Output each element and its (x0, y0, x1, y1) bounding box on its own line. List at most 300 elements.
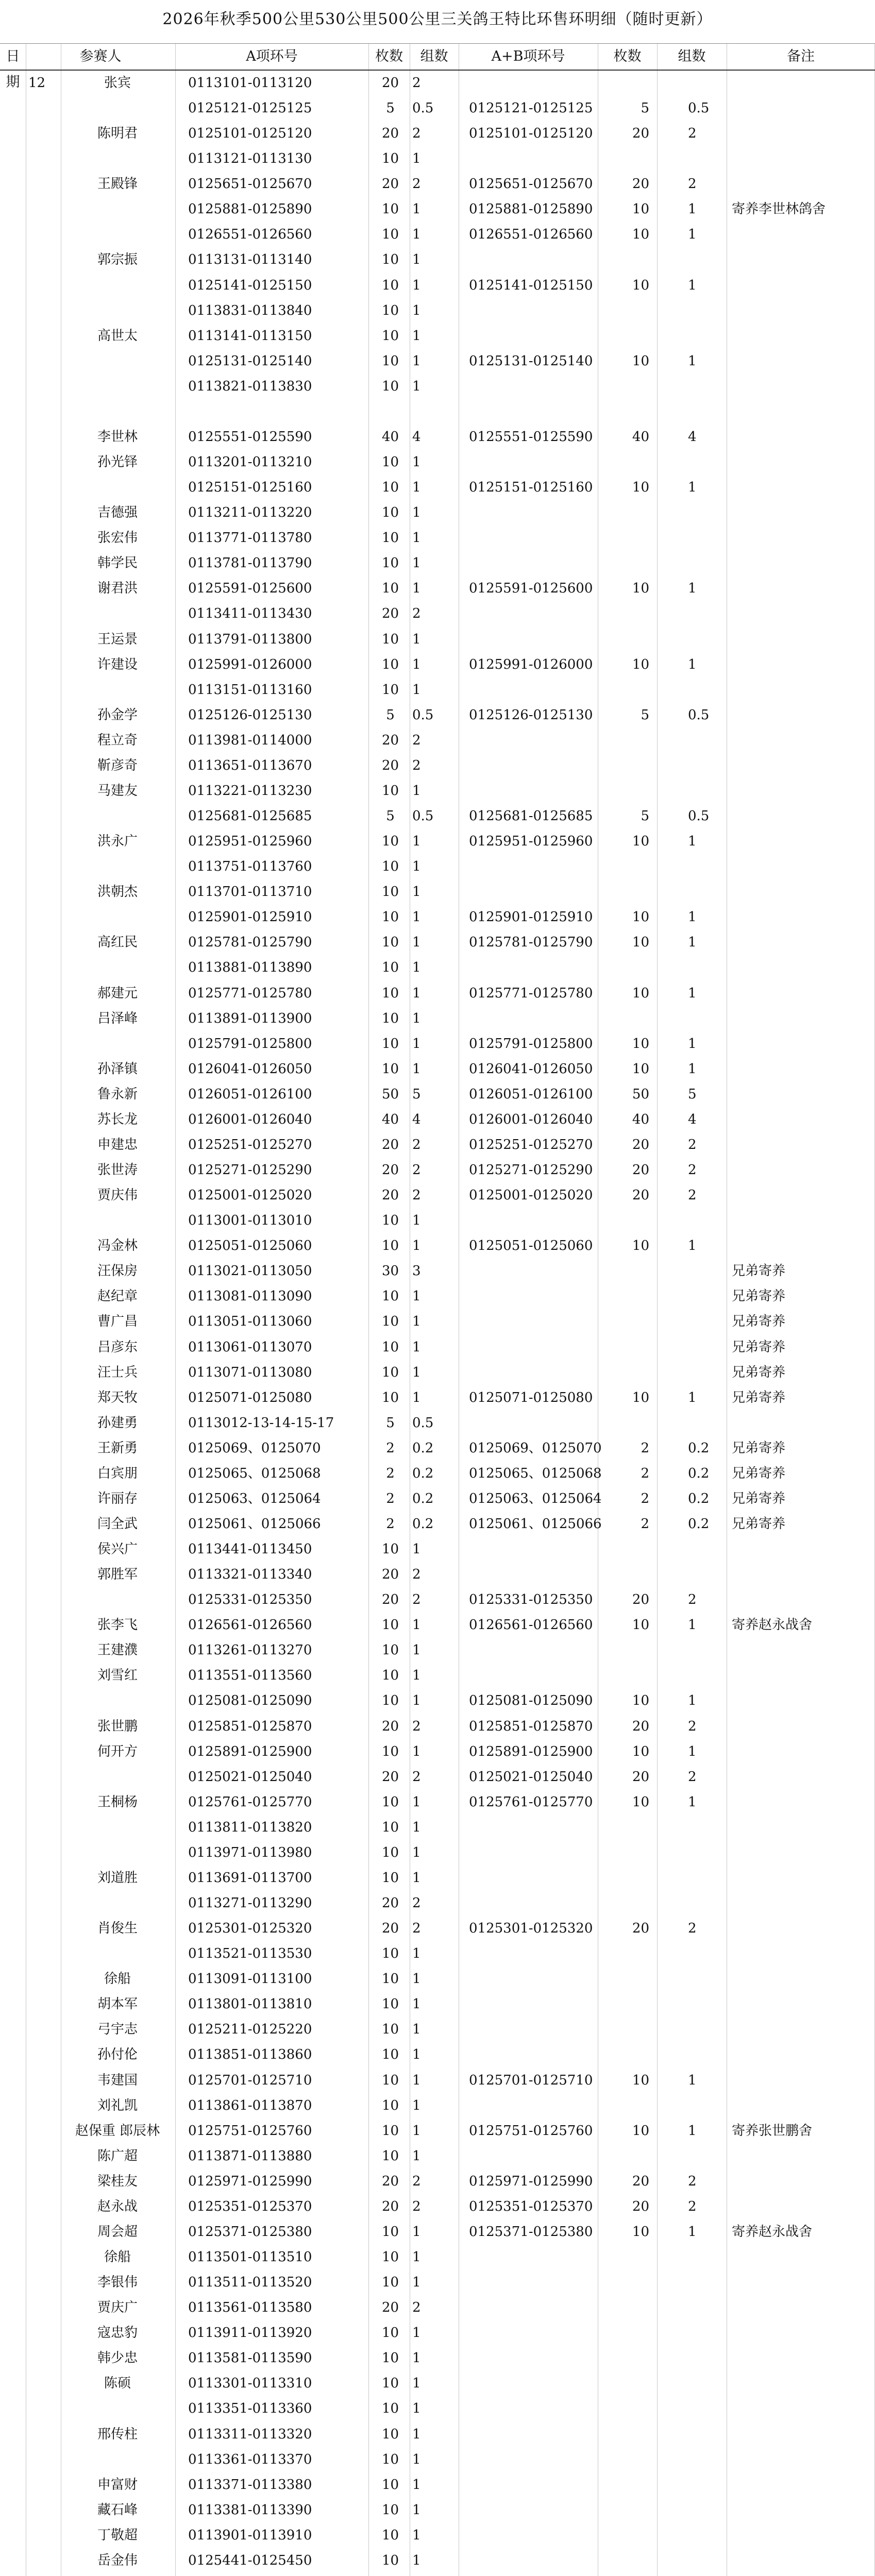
cell-note (732, 1031, 871, 1057)
cell-note (732, 449, 871, 475)
cell-b-count: 10 (632, 581, 649, 597)
cell-b-groups (688, 677, 719, 703)
cell-name: 曹广昌 (97, 1314, 138, 1330)
cell-a-count: 10 (381, 1642, 399, 1658)
cell-a-groups: 0.5 (412, 707, 434, 723)
cell-a-range: 0125771-0125780 (188, 985, 312, 1001)
cell-b-groups (688, 1890, 719, 1916)
cell-name (61, 196, 174, 222)
table-row (0, 1410, 875, 1436)
cell-name: 李银伟 (97, 2275, 138, 2291)
cell-b-count: 20 (632, 1137, 649, 1153)
cell-b-count (611, 2042, 649, 2067)
cell-a-range: 0125891-0125900 (188, 1743, 312, 1759)
cell-name: 许建设 (97, 656, 138, 672)
cell-name (61, 348, 174, 374)
cell-name: 陈广超 (97, 2148, 138, 2164)
cell-b-count (611, 1410, 649, 1436)
cell-b-count: 5 (641, 707, 649, 723)
cell-name (61, 374, 174, 399)
cell-name (61, 474, 174, 500)
cell-a-range: 0125211-0125220 (188, 2022, 312, 2038)
cell-note (732, 803, 871, 829)
cell-b-range: 0125791-0125800 (469, 1036, 593, 1052)
cell-a-groups: 0.2 (412, 1465, 434, 1481)
cell-b-groups (688, 1536, 719, 1562)
table-row (0, 196, 875, 222)
table-row (0, 70, 875, 96)
cell-b-groups (688, 2320, 719, 2346)
table-row (0, 2143, 875, 2169)
cell-a-count: 10 (381, 252, 399, 268)
cell-b-groups (688, 2295, 719, 2320)
table-row (0, 1916, 875, 1941)
cell-b-range: 0125001-0125020 (469, 1188, 593, 1204)
cell-a-count: 10 (381, 2224, 399, 2240)
cell-b-groups: 1 (688, 834, 697, 850)
cell-note (732, 904, 871, 930)
cell-b-count (611, 2320, 649, 2346)
page-title: 2026年秋季500公里530公里500公里三关鸽王特比环售环明细（随时更新） (162, 10, 713, 28)
cell-b-groups (688, 727, 719, 753)
table-row (0, 2345, 875, 2371)
cell-a-count: 10 (381, 1819, 399, 1835)
cell-a-count: 10 (381, 1036, 399, 1052)
cell-a-range: 0113071-0113080 (188, 1364, 312, 1380)
cell-note (732, 121, 871, 146)
table-row (0, 1360, 875, 1385)
cell-note (732, 146, 871, 172)
cell-b-range: 0125651-0125670 (469, 176, 593, 192)
cell-b-count (611, 2497, 649, 2523)
cell-name: 孙建勇 (97, 1415, 138, 1431)
cell-a-groups: 1 (412, 1693, 421, 1709)
cell-a-range: 0113001-0113010 (188, 1213, 312, 1229)
cell-b-groups: 1 (688, 227, 697, 243)
table-row (0, 904, 875, 930)
cell-a-count: 10 (381, 1996, 399, 2012)
cell-a-range: 0113271-0113290 (188, 1895, 312, 1911)
cell-a-count: 10 (381, 328, 399, 344)
cell-a-groups: 2 (412, 757, 421, 773)
cell-name (61, 1840, 174, 1866)
table-row (0, 1840, 875, 1866)
cell-a-groups: 1 (412, 909, 421, 925)
cell-note (732, 879, 871, 905)
cell-b-groups: 0.2 (688, 1465, 710, 1481)
cell-note (732, 2093, 871, 2119)
header-a-groups: 组数 (410, 43, 459, 71)
cell-a-range: 0125021-0125040 (188, 1769, 312, 1785)
cell-a-count: 20 (381, 2173, 399, 2189)
table-row (0, 1031, 875, 1057)
cell-a-range: 0113021-0113050 (188, 1263, 312, 1279)
table-row (0, 550, 875, 576)
cell-note (732, 2421, 871, 2447)
cell-a-groups: 0.5 (412, 100, 434, 116)
header-date: 日期 (0, 43, 26, 71)
cell-a-count: 10 (381, 2426, 399, 2442)
cell-name: 肖俊生 (97, 1921, 138, 1937)
cell-b-range: 0125141-0125150 (469, 277, 593, 293)
cell-b-groups (688, 399, 719, 425)
cell-a-groups: 1 (412, 1617, 421, 1633)
cell-b-groups: 2 (688, 176, 697, 192)
cell-b-groups: 2 (688, 1718, 697, 1734)
table-row (0, 2016, 875, 2042)
cell-a-count: 10 (381, 2502, 399, 2518)
cell-a-groups: 1 (412, 1996, 421, 2012)
cell-b-groups (688, 778, 719, 804)
cell-a-groups: 1 (412, 2325, 421, 2341)
cell-a-range: 0113521-0113530 (188, 1946, 312, 1962)
cell-a-groups: 0.2 (412, 1490, 434, 1506)
cell-b-count (611, 677, 649, 703)
cell-name: 马建友 (97, 783, 138, 799)
cell-a-range: 0125991-0126000 (188, 656, 312, 672)
cell-name: 王建濮 (97, 1642, 138, 1658)
cell-a-count: 20 (381, 1188, 399, 1204)
cell-name: 徐船 (104, 1971, 131, 1987)
cell-a-range: 0125065、0125068 (188, 1465, 321, 1481)
cell-a-count: 20 (381, 2198, 399, 2214)
cell-b-groups: 1 (688, 2072, 697, 2088)
cell-a-range: 0113901-0113910 (188, 2527, 312, 2543)
cell-a-range: 0125081-0125090 (188, 1693, 312, 1709)
cell-a-groups: 1 (412, 1541, 421, 1557)
cell-a-range: 0113261-0113270 (188, 1642, 312, 1658)
cell-name (61, 273, 174, 298)
cell-a-count: 5 (386, 808, 395, 824)
cell-a-count: 10 (381, 353, 399, 369)
cell-b-count: 10 (632, 2072, 649, 2088)
cell-note: 兄弟寄养 (732, 1389, 786, 1405)
cell-a-groups: 1 (412, 1010, 421, 1026)
cell-note (732, 980, 871, 1006)
cell-note (732, 2548, 871, 2573)
cell-a-groups: 1 (412, 505, 421, 521)
cell-b-count: 10 (632, 935, 649, 951)
cell-name: 洪朝杰 (97, 884, 138, 900)
cell-a-count: 20 (381, 75, 399, 91)
cell-b-count (611, 146, 649, 172)
cell-a-range: 0113351-0113360 (188, 2401, 312, 2417)
cell-a-range: 0125271-0125290 (188, 1162, 312, 1178)
cell-a-range: 0125371-0125380 (188, 2224, 312, 2240)
cell-a-count: 10 (381, 1668, 399, 1684)
cell-note (732, 575, 871, 601)
cell-name: 孙金学 (97, 707, 138, 723)
cell-a-range: 0113751-0113760 (188, 859, 312, 875)
cell-a-count: 10 (381, 1541, 399, 1557)
cell-a-groups: 1 (412, 252, 421, 268)
cell-a-count: 30 (381, 1263, 399, 1279)
cell-a-groups: 1 (412, 2148, 421, 2164)
cell-name: 刘礼凯 (97, 2097, 138, 2113)
cell-a-range: 0113791-0113800 (188, 631, 312, 647)
cell-note (732, 323, 871, 349)
cell-b-count (611, 1360, 649, 1385)
cell-b-groups: 0.5 (688, 707, 710, 723)
cell-a-range (188, 399, 363, 425)
table-row (0, 2042, 875, 2067)
cell-a-range: 0113701-0113710 (188, 884, 312, 900)
cell-a-range: 0113561-0113580 (188, 2300, 312, 2316)
cell-a-groups: 2 (412, 732, 421, 748)
cell-a-range: 0113051-0113060 (188, 1314, 312, 1330)
table-row (0, 424, 875, 450)
cell-a-groups: 1 (412, 227, 421, 243)
cell-name: 徐船 (104, 2249, 131, 2265)
cell-a-groups: 1 (412, 480, 421, 496)
cell-b-count: 2 (641, 1516, 649, 1532)
cell-a-groups: 2 (412, 1718, 421, 1734)
cell-b-groups (688, 2269, 719, 2295)
cell-name: 汪保房 (97, 1263, 138, 1279)
cell-a-count: 10 (381, 530, 399, 546)
table-row (0, 753, 875, 778)
cell-b-count: 40 (632, 1111, 649, 1127)
cell-a-groups: 1 (412, 277, 421, 293)
cell-note: 兄弟寄养 (732, 1263, 786, 1279)
cell-a-count: 20 (381, 1162, 399, 1178)
cell-b-count: 10 (632, 201, 649, 217)
table-row (0, 702, 875, 728)
cell-b-count (611, 1865, 649, 1891)
cell-a-groups: 2 (412, 1769, 421, 1785)
cell-b-count: 40 (632, 429, 649, 445)
cell-b-groups (688, 1258, 719, 1284)
header-b-groups: 组数 (657, 43, 727, 71)
table-row (0, 955, 875, 980)
cell-a-range: 0113501-0113510 (188, 2249, 312, 2265)
cell-name (61, 2573, 174, 2576)
cell-b-groups (688, 1309, 719, 1334)
cell-a-groups: 1 (412, 1743, 421, 1759)
table-row (0, 273, 875, 298)
cell-b-count: 20 (632, 1188, 649, 1204)
cell-a-count: 10 (381, 2325, 399, 2341)
cell-name: 寇忠豹 (97, 2325, 138, 2341)
cell-note (732, 1056, 871, 1082)
cell-a-count: 2 (386, 1516, 395, 1532)
cell-note (732, 2472, 871, 2498)
cell-note (732, 702, 871, 728)
cell-a-groups: 2 (412, 2173, 421, 2189)
cell-a-range: 0113881-0113890 (188, 960, 312, 976)
cell-a-groups: 1 (412, 682, 421, 698)
cell-name (61, 2396, 174, 2421)
cell-b-count (611, 1006, 649, 1031)
cell-b-groups: 0.2 (688, 1440, 710, 1456)
cell-note (732, 828, 871, 854)
cell-a-count: 40 (381, 1111, 399, 1127)
cell-b-count (611, 70, 649, 96)
cell-b-count: 20 (632, 1921, 649, 1937)
cell-a-count: 10 (381, 302, 399, 318)
cell-name: 吉德强 (97, 505, 138, 521)
cell-b-count (611, 1890, 649, 1916)
table-row (0, 1865, 875, 1891)
cell-b-count (611, 449, 649, 475)
cell-a-range: 0125651-0125670 (188, 176, 312, 192)
cell-a-range: 0113012-13-14-15-17 (188, 1415, 334, 1431)
cell-b-range: 0125126-0125130 (469, 707, 593, 723)
cell-b-groups (688, 2345, 719, 2371)
cell-b-count: 10 (632, 353, 649, 369)
cell-a-range: 0113411-0113430 (188, 606, 312, 622)
cell-a-groups: 2 (412, 1188, 421, 1204)
header-name: 参赛人 (26, 43, 175, 71)
cell-name (61, 298, 174, 324)
cell-a-count: 10 (381, 555, 399, 571)
table-row (0, 2244, 875, 2270)
cell-a-groups: 2 (412, 2300, 421, 2316)
table-row (0, 121, 875, 146)
cell-a-count: 10 (381, 960, 399, 976)
cell-a-range: 0125781-0125790 (188, 935, 312, 951)
cell-b-count (611, 399, 649, 425)
cell-a-range: 0113201-0113210 (188, 454, 312, 470)
cell-b-count: 10 (632, 834, 649, 850)
cell-a-groups: 1 (412, 1238, 421, 1254)
table-row (0, 1182, 875, 1208)
cell-note (732, 2522, 871, 2548)
table-row (0, 1587, 875, 1613)
cell-a-range: 0113861-0113870 (188, 2097, 312, 2113)
cell-note (732, 70, 871, 96)
cell-b-range: 0125991-0126000 (469, 656, 593, 672)
cell-b-range: 0125761-0125770 (469, 1794, 593, 1810)
cell-b-groups: 1 (688, 1794, 697, 1810)
cell-b-groups (688, 500, 719, 526)
table-row (0, 626, 875, 652)
cell-b-groups (688, 525, 719, 551)
cell-b-groups: 1 (688, 201, 697, 217)
cell-b-groups (688, 1410, 719, 1436)
cell-b-groups: 1 (688, 480, 697, 496)
cell-note: 寄养赵永战舍 (732, 1617, 813, 1633)
table-row (0, 500, 875, 526)
cell-b-groups: 2 (688, 1162, 697, 1178)
cell-a-range: 0113151-0113160 (188, 682, 312, 698)
cell-name: 弓宇志 (97, 2022, 138, 2038)
cell-note (732, 2016, 871, 2042)
cell-a-groups: 1 (412, 1819, 421, 1835)
cell-a-range: 0113771-0113780 (188, 530, 312, 546)
cell-a-count: 10 (381, 1061, 399, 1077)
table-row (0, 2168, 875, 2194)
cell-b-count (611, 2345, 649, 2371)
cell-a-groups: 1 (412, 2376, 421, 2392)
table-row (0, 348, 875, 374)
table-row (0, 1233, 875, 1259)
cell-a-groups: 1 (412, 656, 421, 672)
table-row (0, 1081, 875, 1107)
cell-name: 贾庆伟 (97, 1188, 138, 1204)
cell-note (732, 1865, 871, 1891)
cell-note (732, 273, 871, 298)
cell-b-count: 20 (632, 2198, 649, 2214)
cell-a-range: 0113651-0113670 (188, 757, 312, 773)
cell-b-count (611, 525, 649, 551)
cell-a-range: 0113581-0113590 (188, 2350, 312, 2366)
table-row (0, 1688, 875, 1714)
table-row (0, 1764, 875, 1790)
cell-a-groups: 1 (412, 530, 421, 546)
cell-b-groups: 2 (688, 2173, 697, 2189)
cell-b-count: 2 (641, 1440, 649, 1456)
cell-b-range: 0125065、0125068 (469, 1465, 602, 1481)
cell-name: 申建忠 (97, 1137, 138, 1153)
table-row (0, 399, 875, 425)
cell-a-range: 0125071-0125080 (188, 1389, 312, 1405)
cell-a-groups: 1 (412, 2477, 421, 2493)
cell-b-groups (688, 146, 719, 172)
cell-a-range: 0113061-0113070 (188, 1339, 312, 1355)
table-row (0, 1815, 875, 1840)
cell-a-count: 10 (381, 1693, 399, 1709)
cell-note (732, 222, 871, 247)
cell-b-groups (688, 449, 719, 475)
cell-b-groups (688, 1941, 719, 1967)
cell-note (732, 626, 871, 652)
table-row (0, 1258, 875, 1284)
cell-name: 汪士兵 (97, 1364, 138, 1380)
cell-a-range: 0113781-0113790 (188, 555, 312, 571)
cell-a-range: 0125761-0125770 (188, 1794, 312, 1810)
cell-name: 胡本军 (97, 1996, 138, 2012)
cell-a-count: 10 (381, 2477, 399, 2493)
cell-a-count: 10 (381, 505, 399, 521)
table-row (0, 2295, 875, 2320)
cell-a-range: 0125551-0125590 (188, 429, 312, 445)
cell-note (732, 399, 871, 425)
cell-a-groups: 1 (412, 378, 421, 394)
cell-a-count: 10 (381, 1213, 399, 1229)
cell-note (732, 2194, 871, 2219)
cell-name: 靳彦奇 (97, 757, 138, 773)
cell-a-groups: 1 (412, 1870, 421, 1886)
cell-b-count (611, 247, 649, 273)
cell-a-count: 20 (381, 1895, 399, 1911)
cell-b-groups (688, 1663, 719, 1688)
cell-name (61, 1890, 174, 1916)
cell-note (732, 1815, 871, 1840)
cell-b-count: 10 (632, 1061, 649, 1077)
cell-note (732, 2396, 871, 2421)
cell-b-groups (688, 2016, 719, 2042)
cell-a-count: 10 (381, 1870, 399, 1886)
cell-a-groups: 1 (412, 555, 421, 571)
cell-note (732, 2497, 871, 2523)
cell-a-count: 50 (381, 1086, 399, 1102)
cell-a-count: 10 (381, 1971, 399, 1987)
cell-b-groups (688, 2573, 719, 2576)
cell-a-range: 0113821-0113830 (188, 378, 312, 394)
cell-b-count: 10 (632, 1389, 649, 1405)
cell-a-range: 0125063、0125064 (188, 1490, 321, 1506)
cell-a-count: 10 (381, 1314, 399, 1330)
cell-note (732, 550, 871, 576)
cell-b-groups (688, 298, 719, 324)
cell-a-range: 0125061、0125066 (188, 1516, 321, 1532)
cell-a-groups: 2 (412, 1921, 421, 1937)
table-row (0, 2067, 875, 2093)
cell-name: 侯兴广 (97, 1541, 138, 1557)
cell-b-count (611, 2143, 649, 2169)
cell-b-count (611, 1309, 649, 1334)
